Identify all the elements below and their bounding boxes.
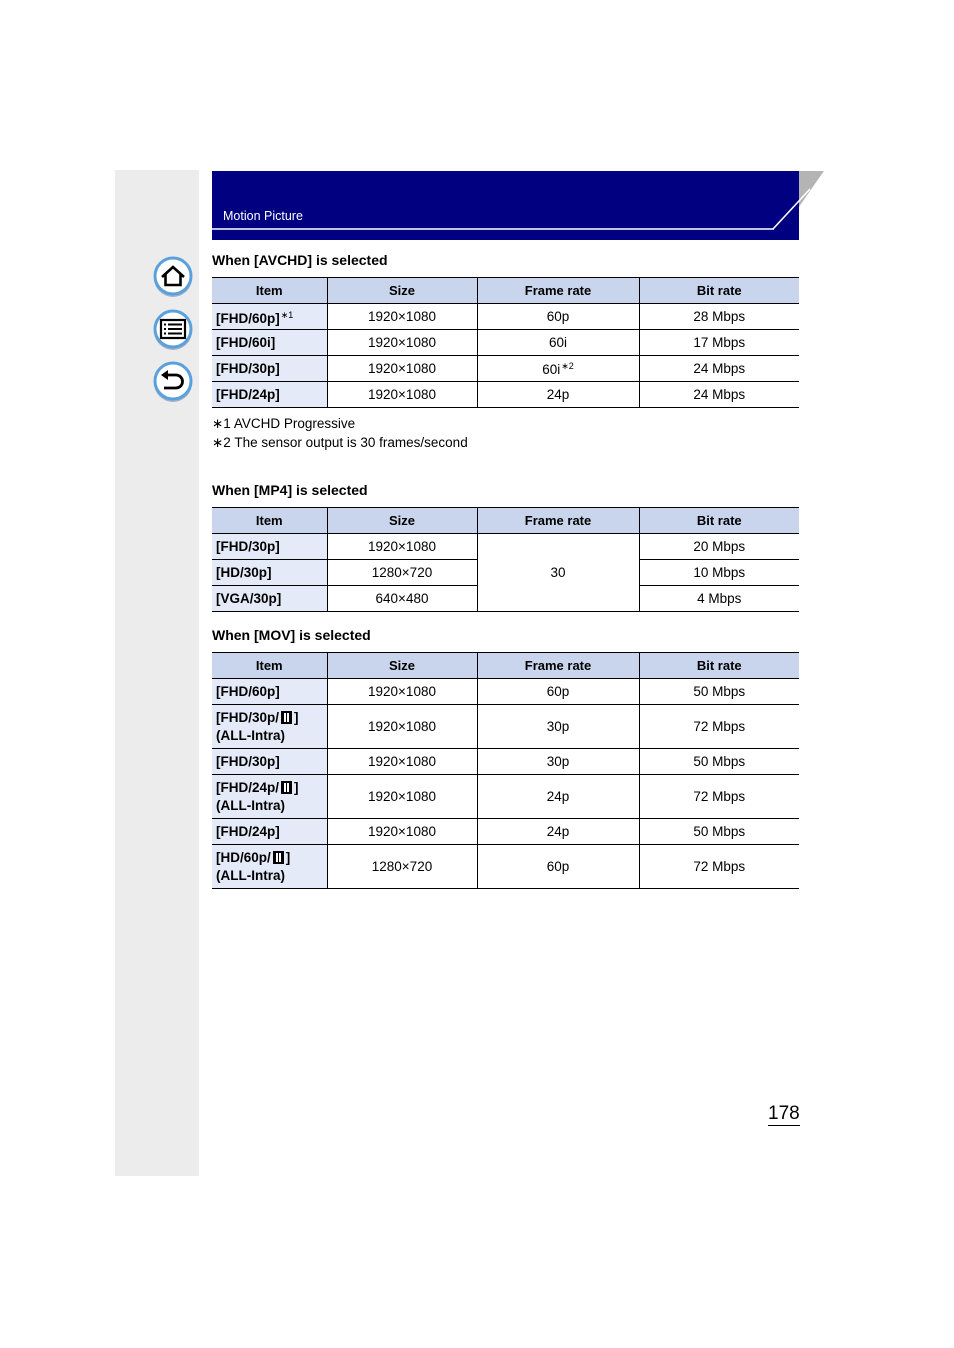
menu-list-icon: [152, 309, 194, 351]
item-cell: [FHD/30p]: [212, 534, 327, 560]
size-cell: 1280×720: [327, 845, 477, 889]
home-button[interactable]: [152, 256, 194, 298]
size-cell: 1920×1080: [327, 534, 477, 560]
mp4-table: [212, 507, 799, 612]
home-icon: [152, 256, 194, 298]
mov-title: When [MOV] is selected: [212, 627, 371, 643]
item-cell: [HD/30p]: [212, 560, 327, 586]
table-row: [212, 775, 799, 819]
frame-rate-cell: 60p: [477, 304, 639, 330]
frame-rate-cell: 60p: [477, 845, 639, 889]
footnote-1: ∗1 AVCHD Progressive: [212, 416, 356, 431]
item-cell: [FHD/30p/ ] (ALL-Intra): [212, 705, 327, 749]
frame-rate-cell: 24p: [477, 819, 639, 845]
table-row: [212, 534, 799, 560]
size-cell: 1280×720: [327, 560, 477, 586]
item-cell: [FHD/24p]: [212, 382, 327, 408]
bit-rate-cell: 24 Mbps: [639, 356, 799, 382]
page-number: 178: [768, 1103, 800, 1124]
bit-rate-cell: 17 Mbps: [639, 330, 799, 356]
bit-rate-cell: 10 Mbps: [639, 560, 799, 586]
size-cell: 1920×1080: [327, 749, 477, 775]
table-row: [212, 330, 799, 356]
bit-rate-cell: 50 Mbps: [639, 749, 799, 775]
size-cell: 1920×1080: [327, 775, 477, 819]
col-bit-rate: Bit rate: [639, 653, 799, 679]
col-frame-rate: Frame rate: [477, 278, 639, 304]
table-header-row: [212, 653, 799, 679]
avchd-table: [212, 277, 799, 408]
col-item: Item: [212, 508, 327, 534]
bit-rate-cell: 72 Mbps: [639, 775, 799, 819]
col-frame-rate: Frame rate: [477, 508, 639, 534]
header-banner: [212, 171, 824, 240]
frame-rate-cell: 24p: [477, 775, 639, 819]
table-header-row: [212, 278, 799, 304]
col-size: Size: [327, 653, 477, 679]
bit-rate-cell: 28 Mbps: [639, 304, 799, 330]
table-row: [212, 356, 799, 382]
item-cell: [VGA/30p]: [212, 586, 327, 612]
header-title: Motion Picture: [223, 209, 303, 223]
frame-rate-cell: 60i$^{∗2}$: [477, 356, 639, 382]
col-size: Size: [327, 278, 477, 304]
mov-table: [212, 652, 799, 889]
col-item: Item: [212, 278, 327, 304]
back-arrow-icon: [152, 361, 194, 403]
all-intra-icon: [281, 711, 292, 724]
col-frame-rate: Frame rate: [477, 653, 639, 679]
frame-rate-cell: 24p: [477, 382, 639, 408]
contents-button[interactable]: [152, 309, 194, 351]
back-button[interactable]: [152, 361, 194, 403]
bit-rate-cell: 50 Mbps: [639, 679, 799, 705]
all-intra-icon: [281, 781, 292, 794]
size-cell: 1920×1080: [327, 382, 477, 408]
item-cell: [FHD/30p]: [212, 356, 327, 382]
item-cell: [FHD/30p]: [212, 749, 327, 775]
bit-rate-cell: 20 Mbps: [639, 534, 799, 560]
table-row: [212, 304, 799, 330]
bit-rate-cell: 4 Mbps: [639, 586, 799, 612]
footnote-marker: ∗1: [280, 309, 294, 320]
size-cell: 1920×1080: [327, 356, 477, 382]
frame-rate-cell: 60i: [477, 330, 639, 356]
bit-rate-cell: 72 Mbps: [639, 845, 799, 889]
table-row: [212, 705, 799, 749]
size-cell: 1920×1080: [327, 330, 477, 356]
frame-rate-cell: 30p: [477, 705, 639, 749]
section-header: [212, 171, 799, 240]
avchd-title: When [AVCHD] is selected: [212, 252, 388, 268]
size-cell: 1920×1080: [327, 304, 477, 330]
all-intra-icon: [273, 851, 284, 864]
bit-rate-cell: 24 Mbps: [639, 382, 799, 408]
item-cell: [FHD/60p]$^{∗1}$: [212, 304, 327, 330]
table-row: [212, 845, 799, 889]
col-bit-rate: Bit rate: [639, 278, 799, 304]
table-row: [212, 749, 799, 775]
table-header-row: [212, 508, 799, 534]
col-bit-rate: Bit rate: [639, 508, 799, 534]
frame-rate-cell: 30: [477, 534, 639, 612]
item-cell: [FHD/60i]: [212, 330, 327, 356]
bit-rate-cell: 50 Mbps: [639, 819, 799, 845]
size-cell: 1920×1080: [327, 705, 477, 749]
footnote-2: ∗2 The sensor output is 30 frames/second: [212, 435, 468, 450]
frame-rate-cell: 60p: [477, 679, 639, 705]
frame-rate-cell: 30p: [477, 749, 639, 775]
size-cell: 1920×1080: [327, 679, 477, 705]
size-cell: 640×480: [327, 586, 477, 612]
item-cell: [FHD/24p]: [212, 819, 327, 845]
mp4-title: When [MP4] is selected: [212, 482, 368, 498]
table-row: [212, 679, 799, 705]
item-cell: [HD/60p/ ] (ALL-Intra): [212, 845, 327, 889]
item-cell: [FHD/24p/ ] (ALL-Intra): [212, 775, 327, 819]
size-cell: 1920×1080: [327, 819, 477, 845]
col-size: Size: [327, 508, 477, 534]
item-cell: [FHD/60p]: [212, 679, 327, 705]
table-row: [212, 819, 799, 845]
table-row: [212, 382, 799, 408]
footnote-marker: ∗2: [561, 360, 574, 371]
bit-rate-cell: 72 Mbps: [639, 705, 799, 749]
col-item: Item: [212, 653, 327, 679]
